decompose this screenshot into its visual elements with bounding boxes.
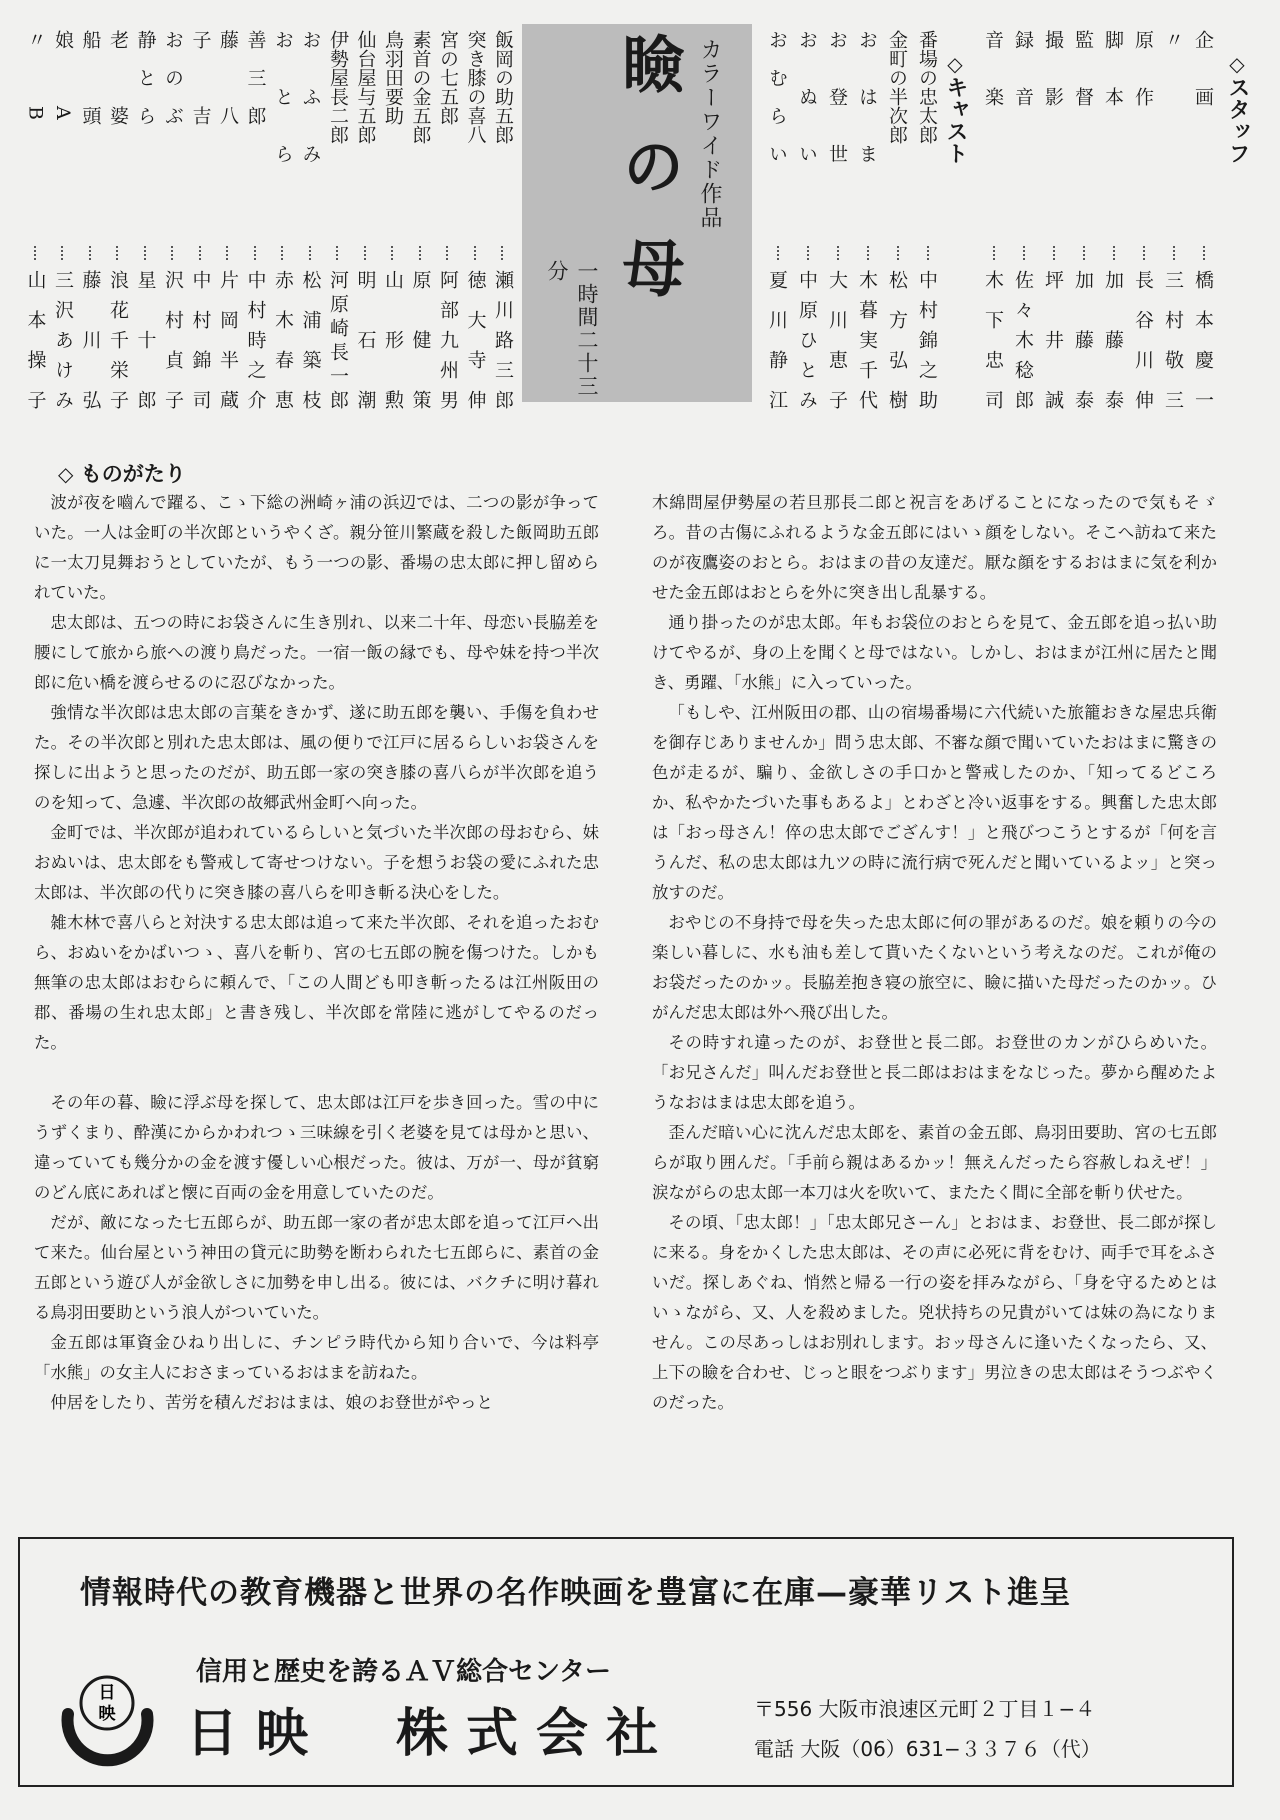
cast-role: 老 婆: [107, 30, 129, 125]
staff-credit: [1158, 30, 1188, 410]
leader-dots: [993, 246, 995, 260]
cast-list: [762, 30, 942, 410]
cast-name: 三沢あけみ: [52, 270, 74, 410]
leader-dots: [1053, 246, 1055, 260]
cast-list-2: [20, 30, 516, 410]
cast-credit: [792, 30, 822, 410]
staff-name: 長谷川伸: [1132, 270, 1154, 410]
diamond-icon: ◇: [1225, 52, 1249, 76]
story-heading: ◇ ものがたり: [58, 462, 186, 486]
staff-credit: [1008, 30, 1038, 410]
staff-name: 加藤泰: [1102, 270, 1124, 410]
leader-dots: [867, 246, 869, 260]
staff-credit: [1128, 30, 1158, 410]
story-column-right: [652, 488, 1217, 1418]
cast-name: 松浦築枝: [299, 270, 322, 410]
cast-role: 善 三 郎: [244, 30, 267, 125]
cast-role: 金町の半次郎: [886, 30, 908, 144]
cast-credit: [324, 30, 352, 410]
staff-credit: [1188, 30, 1218, 410]
leader-dots: [1203, 246, 1205, 260]
story-paragraph: 金五郎は軍資金ひねり出しに、チンピラ時代から知り合いで、今は料亭「水熊」の女主人におさまっているおはまを訪ねた。: [34, 1333, 599, 1382]
story-paragraph: その年の暮、瞼に浮ぶ母を探して、忠太郎は江戸を歩き回った。雪の中にうずくまり、酔漢にからかわれつゝ三味線を引く老婆を見ては母かと思い、違っていても幾分かの金を渡す優しい心根だった。彼は、万が一、母が貧窮のどん底にあればと懐に百両の金を用意していたのだ。: [34, 1093, 599, 1202]
leader-dots: [927, 246, 929, 260]
cast-name: 瀬川路三郎: [492, 270, 514, 410]
logo-text-bottom: 映: [98, 1704, 116, 1724]
staff-credit: [978, 30, 1008, 410]
cast-name: 大川恵子: [826, 270, 848, 410]
staff-name: 佐々木稔郎: [1012, 270, 1034, 410]
title-subtitle: カラーワイド作品: [697, 38, 722, 230]
cast-role: お の ぶ: [162, 30, 184, 125]
story-paragraph: 雑木林で喜八らと対決する忠太郎は追って来た半次郎、それを追ったおむら、おぬいをかばいつゝ、喜八を斬り、宮の七五郎の腕を傷つけた。しかも無筆の忠太郎はおむらに頼んで、「この人間ども叩き斬ったるは江州阪田の郡、番場の生れ忠太郎」と書き残し、半次郎を常陸に逃がしてやるのだった。: [34, 913, 599, 1052]
leader-dots: [446, 246, 448, 260]
cast-role: 藤 八: [217, 30, 239, 125]
cast-credit: [762, 30, 792, 410]
staff-role: 撮 影: [1042, 30, 1064, 106]
ad-slogan: 信用と歴史を誇るＡＶ総合センター: [196, 1657, 611, 1687]
cast-name: 中村時之介: [244, 270, 267, 410]
leader-dots: [116, 246, 118, 260]
cast-credit: [49, 30, 77, 410]
story-paragraph: 通り掛ったのが忠太郎。年もお袋位のおとらを見て、金五郎を追っ払い助けてやるが、身の上を聞くと母ではない。しかし、おはまが江州に居たと聞き、勇躍、「水熊」に入っていった。: [652, 613, 1217, 692]
leader-dots: [501, 246, 503, 260]
leader-dots: [199, 246, 201, 260]
cast-name: 夏川静江: [766, 270, 788, 410]
company-address: 〒556 大阪市浪速区元町２丁目１−４: [754, 1697, 1096, 1721]
cast-credit: [214, 30, 242, 410]
story-paragraph: 金町では、半次郎が追われているらしいと気づいた半次郎の母おむら、妹おぬいは、忠太郎をも警戒して寄せつけない。子を想うお袋の愛にふれた忠太郎は、半次郎の代りに突き膝の喜八らを叩き斬る決心をした。: [34, 823, 599, 902]
cast-name: 藤川弘: [79, 270, 102, 410]
leader-dots: [897, 246, 899, 260]
cast-credit: [21, 30, 49, 410]
leader-dots: [144, 246, 146, 260]
diamond-icon: ◇: [943, 52, 967, 76]
leader-dots: [61, 246, 63, 260]
leader-dots: [391, 246, 393, 260]
cast-credit: [406, 30, 434, 410]
cast-credit: [379, 30, 407, 410]
staff-credit: [1098, 30, 1128, 410]
company-logo-icon: [50, 1659, 165, 1769]
cast-credit: [159, 30, 187, 410]
story-paragraph: 「もしや、江州阪田の郡、山の宿場番場に六代続いた旅籠おきな屋忠兵衛を御存じありませんか」問う忠太郎、不審な顔で聞いていたおはまに驚きの色が走るが、騙り、金欲しさの手口かと警戒したのか、「知ってるどころか、私やかたづいた事もあるよ」とわざと冷い返事をする。興奮した忠太郎は「おっ母さん！倅の忠太郎でござんす！」と飛びつこうとするが「何を言うんだ、私の忠太郎は九ツの時に流行病で死んだと聞いているよッ」と突っ放すのだ。: [652, 703, 1217, 902]
leader-dots: [254, 246, 256, 260]
company-phone: 電話 大阪（06）631−３３７６（代）: [754, 1737, 1101, 1761]
cast-credit: [852, 30, 882, 410]
cast-role: 伊勢屋長二郎: [327, 30, 349, 144]
staff-role: 監 督: [1072, 30, 1094, 106]
company-contact: [754, 1689, 1101, 1769]
story-paragraph: おやじの不身持で母を失った忠太郎に何の罪があるのだ。娘を頼りの今の楽しい暮しに、水も油も差して貰いたくないという考えなのだ。これが俺のお袋だったのかッ。長脇差抱き寝の旅空に、瞼に描いた母だったのかッ。ひがんだ忠太郎は外へ飛び出した。: [652, 913, 1217, 1022]
cast-name: 星十郎: [134, 270, 157, 410]
cast-name: 山本操子: [24, 270, 47, 410]
cast-name: 明石潮: [354, 270, 377, 410]
cast-name: 中村錦之助: [916, 270, 938, 410]
cast-name: 徳大寺伸: [464, 270, 487, 410]
cast-role: 鳥羽田要助: [382, 30, 404, 125]
cast-role: 素首の金五郎: [409, 30, 432, 144]
cast-credit: [131, 30, 159, 410]
cast-credit: [434, 30, 462, 410]
diamond-icon: ◇: [58, 462, 74, 486]
cast-name: 阿部九州男: [437, 270, 459, 410]
cast-name: 中村錦司: [189, 270, 212, 410]
staff-role: 録 音: [1012, 30, 1034, 106]
leader-dots: [171, 246, 173, 260]
cast-credit: [104, 30, 132, 410]
story-paragraph: だが、敵になった七五郎らが、助五郎一家の者が忠太郎を追って江戸へ出て来た。仙台屋という神田の貸元に助勢を断わられた七五郎らに、素首の金五郎という遊び人が金欲しさに加勢を申し出る。彼には、バクチに明け暮れる鳥羽田要助という浪人がついていた。: [34, 1213, 599, 1322]
leader-dots: [837, 246, 839, 260]
story-paragraph: その頃、「忠太郎！」「忠太郎兄さーん」とおはま、お登世、長二郎が探しに来る。身をかくした忠太郎は、その声に必死に背をむけ、両手で耳をふさいだ。探しあぐね、悄然と帰る一行の姿を拝みながら、「身を守るためとはいゝながら、又、人を殺めました。兇状持ちの兄貴がいては妹の為になりません。この尽あっしはお別れします。おッ母さんに逢いたくなったら、又、上下の瞼を合わせ、じっと眼をつぶります」男泣きの忠太郎はそうつぶやくのだった。: [652, 1213, 1217, 1412]
cast-credit: [912, 30, 942, 410]
story-paragraph: 仲居をしたり、苦労を積んだおはまは、娘のお登世がやっと: [50, 1393, 493, 1412]
cast-role: 〃 B: [24, 30, 47, 120]
cast-credit: [351, 30, 379, 410]
cast-credit: [461, 30, 489, 410]
cast-name: 沢村貞子: [162, 270, 184, 410]
leader-dots: [364, 246, 366, 260]
cast-role: お は ま: [856, 30, 878, 163]
staff-role: 原 作: [1132, 30, 1154, 106]
cast-role: 仙台屋与五郎: [354, 30, 377, 144]
cast-credit: [241, 30, 269, 410]
cast-role: お と ら: [272, 30, 294, 163]
advertisement: [18, 1537, 1234, 1787]
staff-name: 木下忠司: [982, 270, 1004, 410]
cast-credit: [296, 30, 324, 410]
ad-tagline: 情報時代の教育機器と世界の名作映画を豊富に在庫—豪華リスト進呈: [80, 1575, 1072, 1611]
cast-name: 木暮実千代: [856, 270, 878, 410]
cast-credit: [186, 30, 214, 410]
staff-role: 企 画: [1192, 30, 1214, 106]
cast-name: 片岡半蔵: [217, 270, 239, 410]
company-name: 日映 株式会社: [186, 1704, 677, 1764]
leader-dots: [777, 246, 779, 260]
cast-name: 原健策: [409, 270, 432, 410]
cast-role: 突き膝の喜八: [464, 30, 487, 144]
staff-name: 加藤泰: [1072, 270, 1094, 410]
staff-role: 脚 本: [1102, 30, 1124, 106]
cast-role: 番場の忠太郎: [916, 30, 938, 144]
cast-name: 松方弘樹: [886, 270, 908, 410]
staff-name: 三村敬三: [1162, 270, 1184, 410]
leader-dots: [1113, 246, 1115, 260]
cast-role: 飯岡の助五郎: [492, 30, 514, 144]
leader-dots: [807, 246, 809, 260]
cast-credit: [882, 30, 912, 410]
cast-role: 静 と ら: [134, 30, 157, 125]
cast-credit: [822, 30, 852, 410]
cast-heading: ◇キャスト: [943, 52, 968, 164]
cast-role: 子 吉: [189, 30, 212, 125]
page-title: 瞼の母: [612, 32, 685, 338]
story-paragraph: その時すれ違ったのが、お登世と長二郎。お登世のカンがひらめいた。「お兄さんだ」叫んだお登世と長二郎はおはまをなじった。夢から醒めたようなおはまは忠太郎を追う。: [652, 1033, 1217, 1112]
cast-name: 浪花千栄子: [107, 270, 129, 410]
story-paragraph: 木綿問屋伊勢屋の若旦那長二郎と祝言をあげることになったので気もそゞろ。昔の古傷にふれるような金五郎にはいゝ顔をしない。そこへ訪ねて来たのが夜鷹姿のおとら。おはまの昔の友達だ。厭な顔をするおはまに気を利かせた金五郎はおとらを外に突き出し乱暴する。: [652, 493, 1217, 602]
staff-name: 坪井誠: [1042, 270, 1064, 410]
leader-dots: [1143, 246, 1145, 260]
leader-dots: [34, 246, 36, 260]
story-paragraph: 強情な半次郎は忠太郎の言葉をきかず、遂に助五郎を襲い、手傷を負わせた。その半次郎と別れた忠太郎は、風の便りで江戸に居るらしいお袋さんを探しに出ようと思ったのだが、助五郎一家の突き膝の喜八らが半次郎を追うのを知って、急遽、半次郎の故郷武州金町へ向った。: [34, 703, 599, 812]
leader-dots: [226, 246, 228, 260]
leader-dots: [1023, 246, 1025, 260]
leader-dots: [281, 246, 283, 260]
cast-credit: [76, 30, 104, 410]
cast-credit: [489, 30, 517, 410]
leader-dots: [474, 246, 476, 260]
cast-role: お む ら い: [766, 30, 788, 163]
staff-credit: [1068, 30, 1098, 410]
leader-dots: [1173, 246, 1175, 260]
logo-text-top: 日: [98, 1683, 116, 1703]
cast-role: 娘 A: [52, 30, 74, 120]
runtime: 一時間二十三分: [545, 260, 599, 398]
story-paragraph: 忠太郎は、五つの時にお袋さんに生き別れ、以来二十年、母恋い長脇差を腰にして旅から旅への渡り鳥だった。一宿一飯の縁でも、母や妹を持つ半次郎に危い橋を渡らせるのに忍びなかった。: [34, 613, 599, 692]
staff-list: [982, 30, 1218, 410]
story-paragraph: 歪んだ暗い心に沈んだ忠太郎を、素首の金五郎、鳥羽田要助、宮の七五郎らが取り囲んだ。「手前ら親はあるかッ！無えんだったら容赦しねえぜ！」涙ながらの忠太郎一本刀は火を吹いて、またたく間に全部を斬り伏せた。: [652, 1123, 1217, 1202]
story-paragraph: 波が夜を嚙んで躍る、こゝ下総の洲崎ヶ浦の浜辺では、二つの影が争っていた。一人は金町の半次郎というやくざ。親分笹川繁蔵を殺した飯岡助五郎に一太刀見舞おうとしていたが、もう一つの影、番場の忠太郎に押し留められていた。: [34, 493, 599, 602]
cast-role: お ぬ い: [796, 30, 818, 163]
staff-name: 橋本慶一: [1192, 270, 1214, 410]
staff-heading: ◇スタッフ: [1225, 52, 1250, 164]
cast-role: 船 頭: [79, 30, 102, 125]
cast-credit: [269, 30, 297, 410]
leader-dots: [336, 246, 338, 260]
cast-role: お 登 世: [826, 30, 848, 163]
cast-name: 中原ひとみ: [796, 270, 818, 410]
leader-dots: [1083, 246, 1085, 260]
cast-name: 山形勲: [382, 270, 404, 410]
leader-dots: [89, 246, 91, 260]
leader-dots: [419, 246, 421, 260]
cast-name: 河原崎長一郎: [327, 270, 349, 410]
cast-name: 赤木春恵: [272, 270, 294, 410]
cast-role: 宮の七五郎: [437, 30, 459, 125]
staff-credit: [1038, 30, 1068, 410]
cast-role: お ふ み: [299, 30, 322, 163]
title-box: [522, 24, 752, 402]
staff-role: 音 楽: [982, 30, 1004, 106]
story-column-left: [34, 488, 599, 1418]
leader-dots: [309, 246, 311, 260]
staff-role: 〃: [1162, 30, 1184, 49]
